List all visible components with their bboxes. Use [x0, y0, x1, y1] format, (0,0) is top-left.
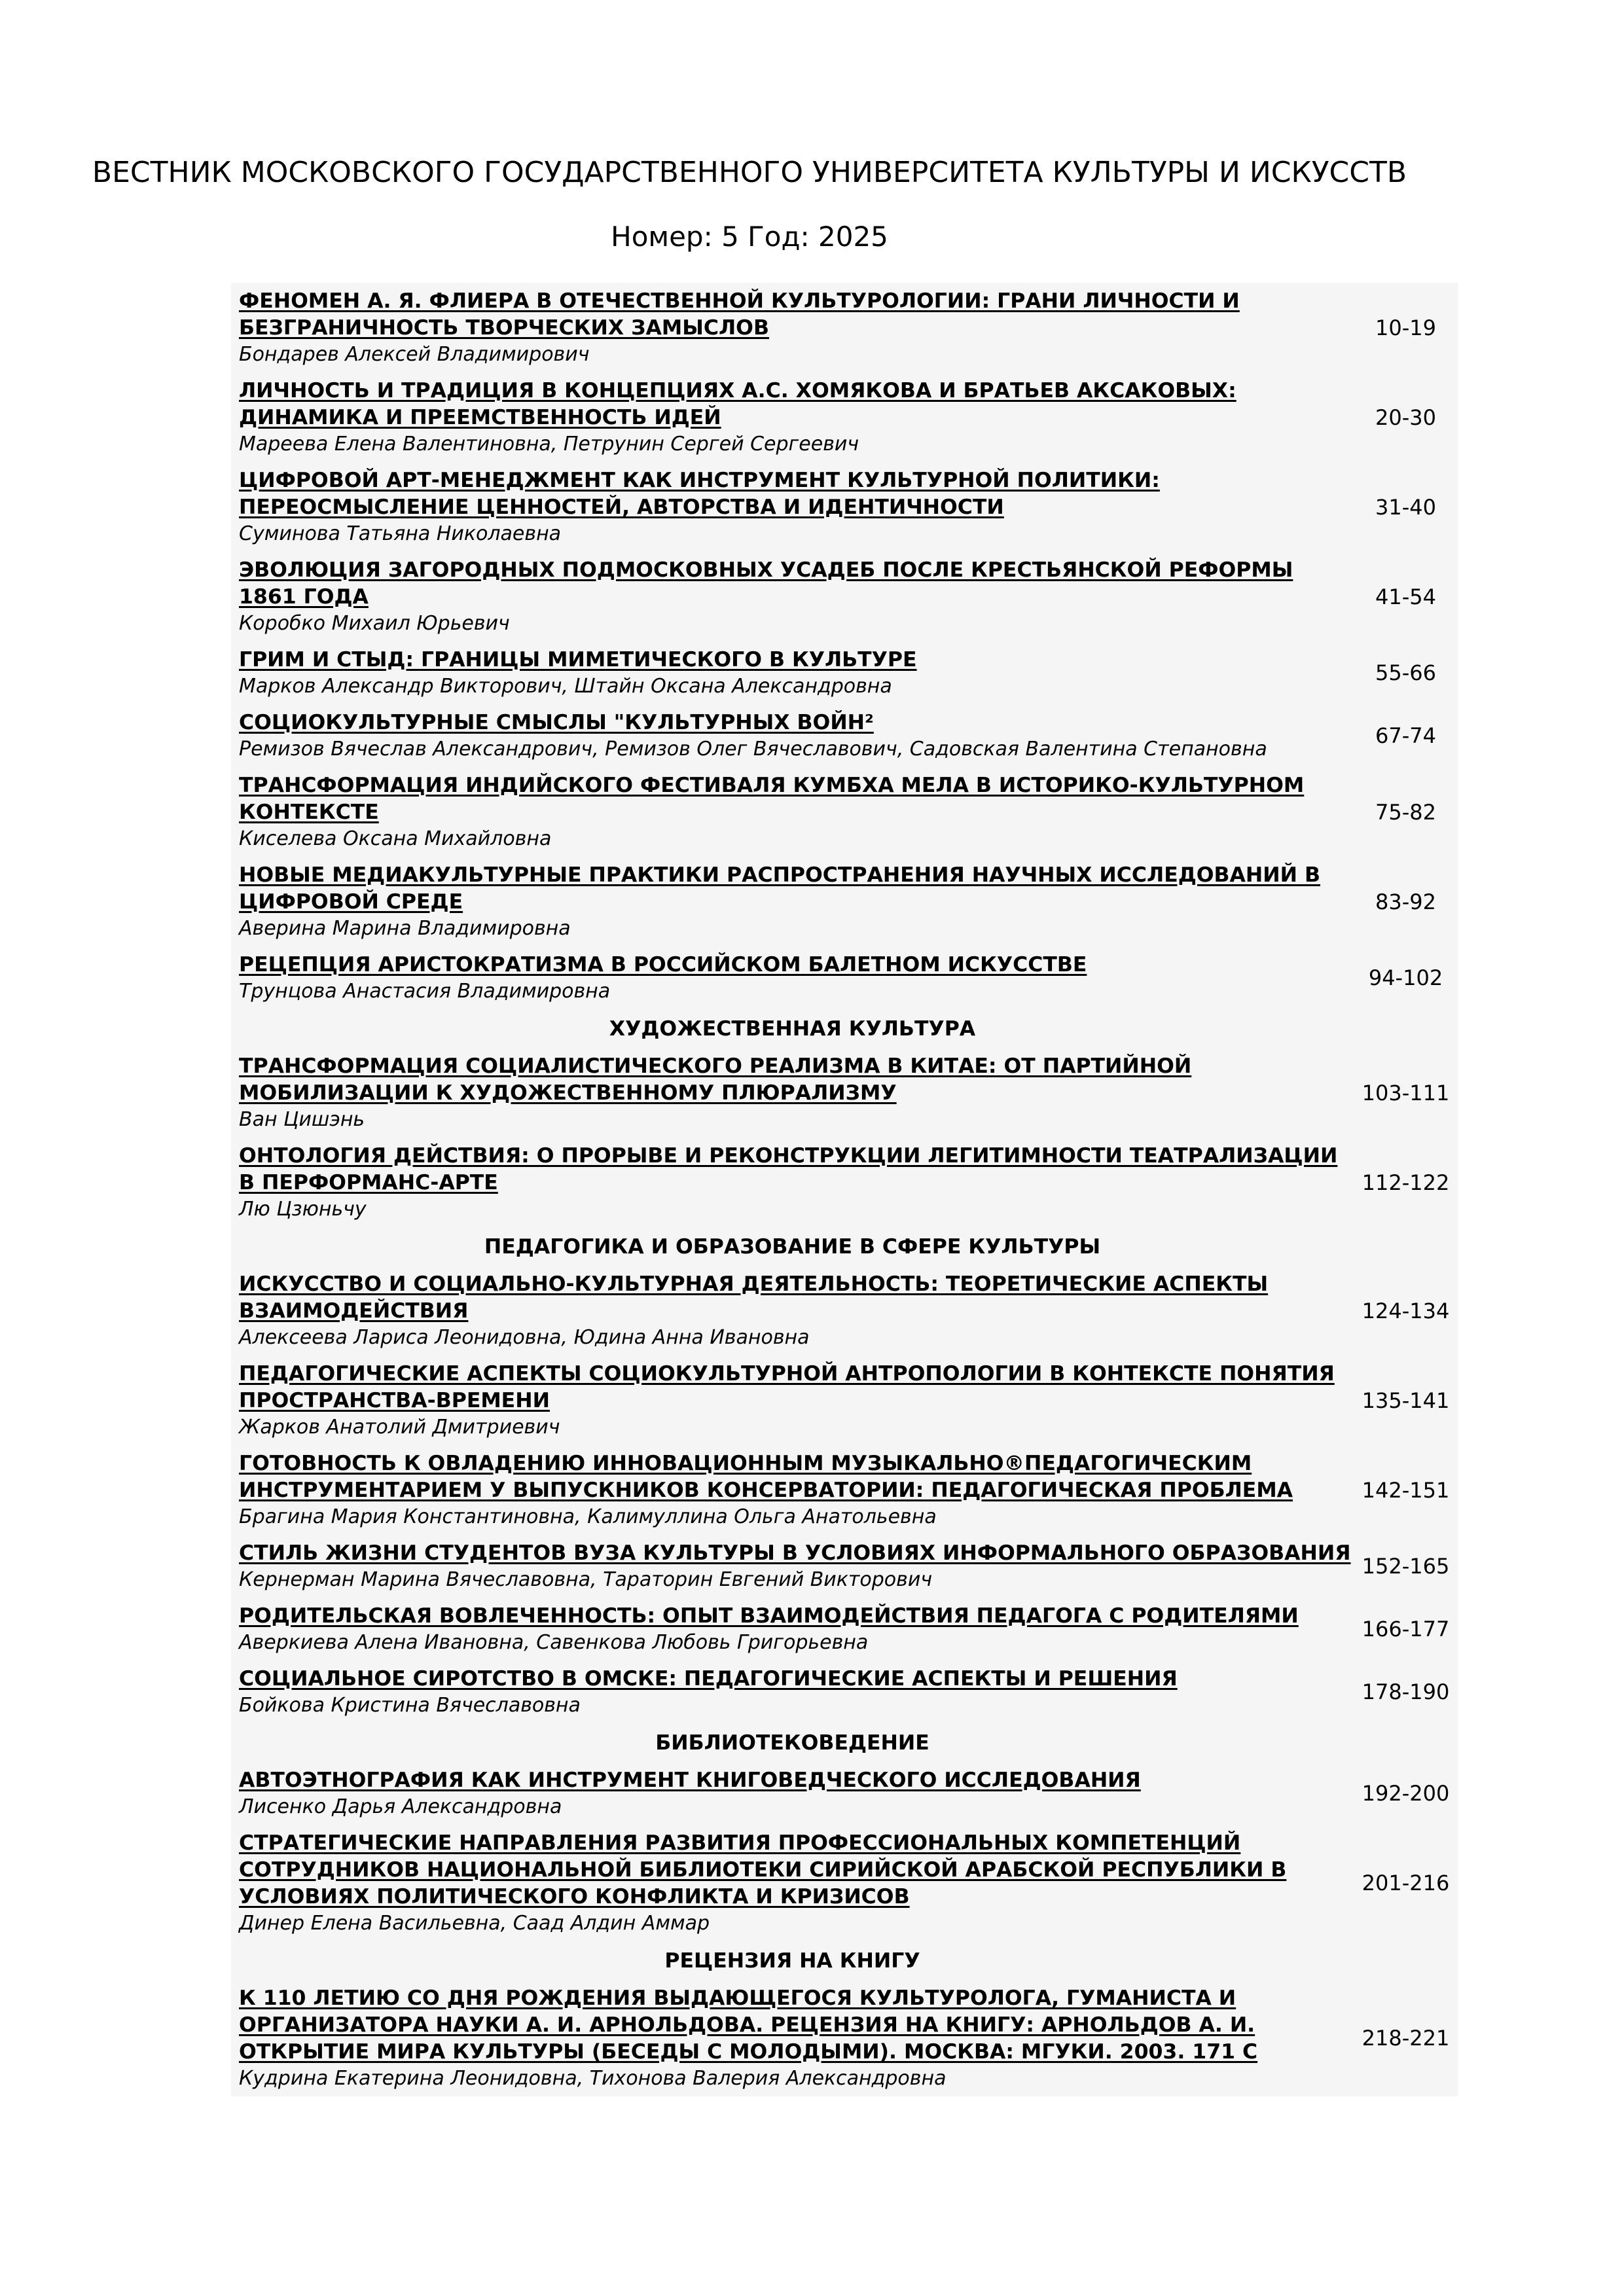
article-pages: 218-221 — [1362, 2026, 1450, 2051]
article-pages: 67-74 — [1375, 723, 1436, 748]
article-title-link[interactable]: ИСКУССТВО И СОЦИАЛЬНО-КУЛЬТУРНАЯ ДЕЯТЕЛЬНОСТЬ: ТЕОРЕТИЧЕСКИЕ АСПЕКТЫ ВЗАИМОДЕЙСТВИЯ — [239, 1272, 1269, 1323]
article-info — [231, 1980, 1354, 2096]
section-heading: ПЕДАГОГИКА И ОБРАЗОВАНИЕ В СФЕРЕ КУЛЬТУРЫ — [484, 1235, 1101, 1259]
article-entry — [231, 1445, 1458, 1535]
article-entry — [231, 462, 1458, 552]
section-heading: ХУДОЖЕСТВЕННАЯ КУЛЬТУРА — [609, 1017, 976, 1041]
article-pages: 201-216 — [1362, 1871, 1450, 1895]
article-title-link[interactable]: РОДИТЕЛЬСКАЯ ВОВЛЕЧЕННОСТЬ: ОПЫТ ВЗАИМОДЕЙСТВИЯ ПЕДАГОГА С РОДИТЕЛЯМИ — [239, 1604, 1299, 1628]
article-authors: Марков Александр Викторович, Штайн Оксана Александровна — [239, 675, 892, 698]
article-info — [231, 1535, 1354, 1598]
article-pages: 10-19 — [1375, 315, 1436, 340]
article-title-link[interactable]: СОЦИОКУЛЬТУРНЫЕ СМЫСЛЫ "КУЛЬТУРНЫХ ВОЙН² — [239, 711, 874, 734]
article-info — [231, 462, 1354, 552]
article-pages: 55-66 — [1375, 660, 1436, 685]
article-info — [231, 1048, 1354, 1138]
article-entry — [231, 857, 1458, 946]
article-info — [231, 1660, 1354, 1723]
article-info — [231, 1598, 1354, 1660]
article-title-link[interactable]: РЕЦЕПЦИЯ АРИСТОКРАТИЗМА В РОССИЙСКОМ БАЛЕТНОМ ИСКУССТВЕ — [239, 953, 1087, 977]
article-title-link[interactable]: К 110 ЛЕТИЮ СО ДНЯ РОЖДЕНИЯ ВЫДАЮЩЕГОСЯ КУЛЬТУРОЛОГА, ГУМАНИСТА И ОРГАНИЗАТОРА НАУКИ А. И. АРНОЛЬДОВА. РЕЦЕНЗИЯ НА КНИГУ: АРНОЛЬДОВ А. И. ОТКРЫТИЕ МИРА КУЛЬТУРЫ (БЕСЕДЫ С МОЛОДЫМИ). МОСКВА: МГУКИ. 2003. 171 С — [239, 1986, 1258, 2064]
article-pages: 112-122 — [1362, 1170, 1450, 1195]
article-entry — [231, 1266, 1458, 1355]
article-authors: Кудрина Екатерина Леонидовна, Тихонова Валерия Александровна — [239, 2067, 947, 2090]
article-authors: Бойкова Кристина Вячеславовна — [239, 1694, 581, 1717]
article-entry — [231, 1762, 1458, 1825]
article-title-link[interactable]: АВТОЭТНОГРАФИЯ КАК ИНСТРУМЕНТ КНИГОВЕДЧЕСКОГО ИССЛЕДОВАНИЯ — [239, 1768, 1141, 1792]
article-authors: Суминова Татьяна Николаевна — [239, 522, 562, 545]
article-entry — [231, 372, 1458, 462]
article-entry — [231, 1825, 1458, 1941]
article-authors: Кернерман Марина Вячеславовна, Тараторин Евгений Викторович — [239, 1568, 933, 1591]
article-pages: 94-102 — [1368, 965, 1443, 990]
article-pages: 192-200 — [1362, 1781, 1450, 1806]
article-entry — [231, 767, 1458, 857]
article-entry — [231, 641, 1458, 704]
article-entry — [231, 1355, 1458, 1445]
article-pages: 103-111 — [1362, 1080, 1450, 1105]
article-info — [231, 704, 1354, 767]
article-entry — [231, 946, 1458, 1009]
article-info — [231, 552, 1354, 641]
article-info — [231, 372, 1354, 462]
article-pages: 152-165 — [1362, 1554, 1450, 1579]
article-info — [231, 767, 1354, 857]
issue-info: Номер: 5 Год: 2025 — [611, 221, 888, 253]
article-authors: Коробко Михаил Юрьевич — [239, 612, 510, 635]
article-info — [231, 641, 1354, 704]
article-info — [231, 946, 1354, 1009]
article-title-link[interactable]: ОНТОЛОГИЯ ДЕЙСТВИЯ: О ПРОРЫВЕ И РЕКОНСТРУКЦИИ ЛЕГИТИМНОСТИ ТЕАТРАЛИЗАЦИИ В ПЕРФОРМАНС-АРТЕ — [239, 1144, 1338, 1194]
article-entry — [231, 704, 1458, 767]
article-entry — [231, 1535, 1458, 1598]
article-title-link[interactable]: ГРИМ И СТЫД: ГРАНИЦЫ МИМЕТИЧЕСКОГО В КУЛЬТУРЕ — [239, 648, 917, 672]
article-pages: 124-134 — [1362, 1298, 1450, 1323]
article-title-link[interactable]: ЭВОЛЮЦИЯ ЗАГОРОДНЫХ ПОДМОСКОВНЫХ УСАДЕБ ПОСЛЕ КРЕСТЬЯНСКОЙ РЕФОРМЫ 1861 ГОДА — [239, 558, 1293, 609]
article-authors: Жарков Анатолий Дмитриевич — [239, 1416, 560, 1439]
article-info — [231, 1762, 1354, 1825]
article-title-link[interactable]: ПЕДАГОГИЧЕСКИЕ АСПЕКТЫ СОЦИОКУЛЬТУРНОЙ АНТРОПОЛОГИИ В КОНТЕКСТЕ ПОНЯТИЯ ПРОСТРАНСТВА-ВРЕМЕНИ — [239, 1362, 1335, 1412]
article-title-link[interactable]: СТИЛЬ ЖИЗНИ СТУДЕНТОВ ВУЗА КУЛЬТУРЫ В УСЛОВИЯХ ИНФОРМАЛЬНОГО ОБРАЗОВАНИЯ — [239, 1541, 1351, 1565]
article-title-link[interactable]: НОВЫЕ МЕДИАКУЛЬТУРНЫЕ ПРАКТИКИ РАСПРОСТРАНЕНИЯ НАУЧНЫХ ИССЛЕДОВАНИЙ В ЦИФРОВОЙ СРЕДЕ — [239, 863, 1320, 914]
article-authors: Лисенко Дарья Александровна — [239, 1795, 562, 1818]
article-pages: 31-40 — [1375, 494, 1436, 520]
article-authors: Бондарев Алексей Владимирович — [239, 343, 590, 366]
article-title-link[interactable]: ТРАНСФОРМАЦИЯ СОЦИАЛИСТИЧЕСКОГО РЕАЛИЗМА В КИТАЕ: ОТ ПАРТИЙНОЙ МОБИЛИЗАЦИИ К ХУДОЖЕСТВЕННОМУ ПЛЮРАЛИЗМУ — [239, 1054, 1192, 1105]
article-pages: 142-151 — [1362, 1477, 1450, 1503]
article-info — [231, 283, 1354, 372]
article-authors: Брагина Мария Константиновна, Калимуллина Ольга Анатольевна — [239, 1505, 937, 1528]
article-pages: 20-30 — [1375, 404, 1436, 430]
article-authors: Ремизов Вячеслав Александрович, Ремизов Олег Вячеславович, Садовская Валентина Степановна — [239, 738, 1267, 761]
article-info — [231, 1266, 1354, 1355]
article-authors: Алексеева Лариса Леонидовна, Юдина Анна Ивановна — [239, 1326, 810, 1349]
article-pages: 166-177 — [1362, 1617, 1450, 1641]
journal-title: ВЕСТНИК МОСКОВСКОГО ГОСУДАРСТВЕННОГО УНИВЕРСИТЕТА КУЛЬТУРЫ И ИСКУССТВ — [92, 156, 1407, 189]
article-info — [231, 1138, 1354, 1227]
article-authors: Аверина Марина Владимировна — [239, 917, 571, 940]
table-of-contents — [231, 283, 1458, 2096]
section-heading: РЕЦЕНЗИЯ НА КНИГУ — [664, 1949, 920, 1973]
article-pages: 178-190 — [1362, 1679, 1450, 1704]
article-authors: Ван Цишэнь — [239, 1108, 365, 1131]
article-authors: Динер Елена Васильевна, Саад Алдин Аммар — [239, 1912, 710, 1935]
article-title-link[interactable]: ЛИЧНОСТЬ И ТРАДИЦИЯ В КОНЦЕПЦИЯХ А.С. ХОМЯКОВА И БРАТЬЕВ АКСАКОВЫХ: ДИНАМИКА И ПРЕЕМСТВЕННОСТЬ ИДЕЙ — [239, 379, 1236, 429]
article-title-link[interactable]: ФЕНОМЕН А. Я. ФЛИЕРА В ОТЕЧЕСТВЕННОЙ КУЛЬТУРОЛОГИИ: ГРАНИ ЛИЧНОСТИ И БЕЗГРАНИЧНОСТЬ ТВОРЧЕСКИХ ЗАМЫСЛОВ — [239, 289, 1240, 340]
article-title-link[interactable]: ЦИФРОВОЙ АРТ-МЕНЕДЖМЕНТ КАК ИНСТРУМЕНТ КУЛЬТУРНОЙ ПОЛИТИКИ: ПЕРЕОСМЫСЛЕНИЕ ЦЕННОСТЕЙ, АВТОРСТВА И ИДЕНТИЧНОСТИ — [239, 469, 1160, 519]
article-entry — [231, 283, 1458, 372]
article-authors: Мареева Елена Валентиновна, Петрунин Сергей Сергеевич — [239, 433, 859, 456]
article-entry — [231, 1980, 1458, 2096]
article-info — [231, 1445, 1354, 1535]
article-title-link[interactable]: ТРАНСФОРМАЦИЯ ИНДИЙСКОГО ФЕСТИВАЛЯ КУМБХА МЕЛА В ИСТОРИКО-КУЛЬТУРНОМ КОНТЕКСТЕ — [239, 774, 1305, 824]
article-title-link[interactable]: ГОТОВНОСТЬ К ОВЛАДЕНИЮ ИННОВАЦИОННЫМ МУЗЫКАЛЬНО®ПЕДАГОГИЧЕСКИМ ИНСТРУМЕНТАРИЕМ У ВЫПУСКНИКОВ КОНСЕРВАТОРИИ: ПЕДАГОГИЧЕСКАЯ ПРОБЛЕМА — [239, 1452, 1293, 1502]
article-entry — [231, 1048, 1458, 1138]
article-info — [231, 1825, 1354, 1941]
article-entry — [231, 552, 1458, 641]
article-entry — [231, 1598, 1458, 1660]
article-title-link[interactable]: СТРАТЕГИЧЕСКИЕ НАПРАВЛЕНИЯ РАЗВИТИЯ ПРОФЕССИОНАЛЬНЫХ КОМПЕТЕНЦИЙ СОТРУДНИКОВ НАЦИОНАЛЬНОЙ БИБЛИОТЕКИ СИРИЙСКОЙ АРАБСКОЙ РЕСПУБЛИКИ В УСЛОВИЯХ ПОЛИТИЧЕСКОГО КОНФЛИКТА И КРИЗИСОВ — [239, 1831, 1287, 1909]
article-authors: Лю Цзюньчу — [239, 1198, 367, 1221]
article-pages: 75-82 — [1375, 799, 1436, 825]
article-pages: 41-54 — [1375, 584, 1436, 609]
article-title-link[interactable]: СОЦИАЛЬНОЕ СИРОТСТВО В ОМСКЕ: ПЕДАГОГИЧЕСКИЕ АСПЕКТЫ И РЕШЕНИЯ — [239, 1667, 1178, 1691]
article-entry — [231, 1138, 1458, 1227]
article-pages: 83-92 — [1375, 889, 1436, 914]
article-info — [231, 1355, 1354, 1445]
article-authors: Киселева Оксана Михайловна — [239, 827, 552, 850]
article-pages: 135-141 — [1362, 1388, 1450, 1413]
article-authors: Аверкиева Алена Ивановна, Савенкова Любовь Григорьевна — [239, 1631, 869, 1654]
article-authors: Трунцова Анастасия Владимировна — [239, 980, 611, 1003]
article-info — [231, 857, 1354, 946]
article-entry — [231, 1660, 1458, 1723]
section-heading: БИБЛИОТЕКОВЕДЕНИЕ — [655, 1731, 929, 1755]
